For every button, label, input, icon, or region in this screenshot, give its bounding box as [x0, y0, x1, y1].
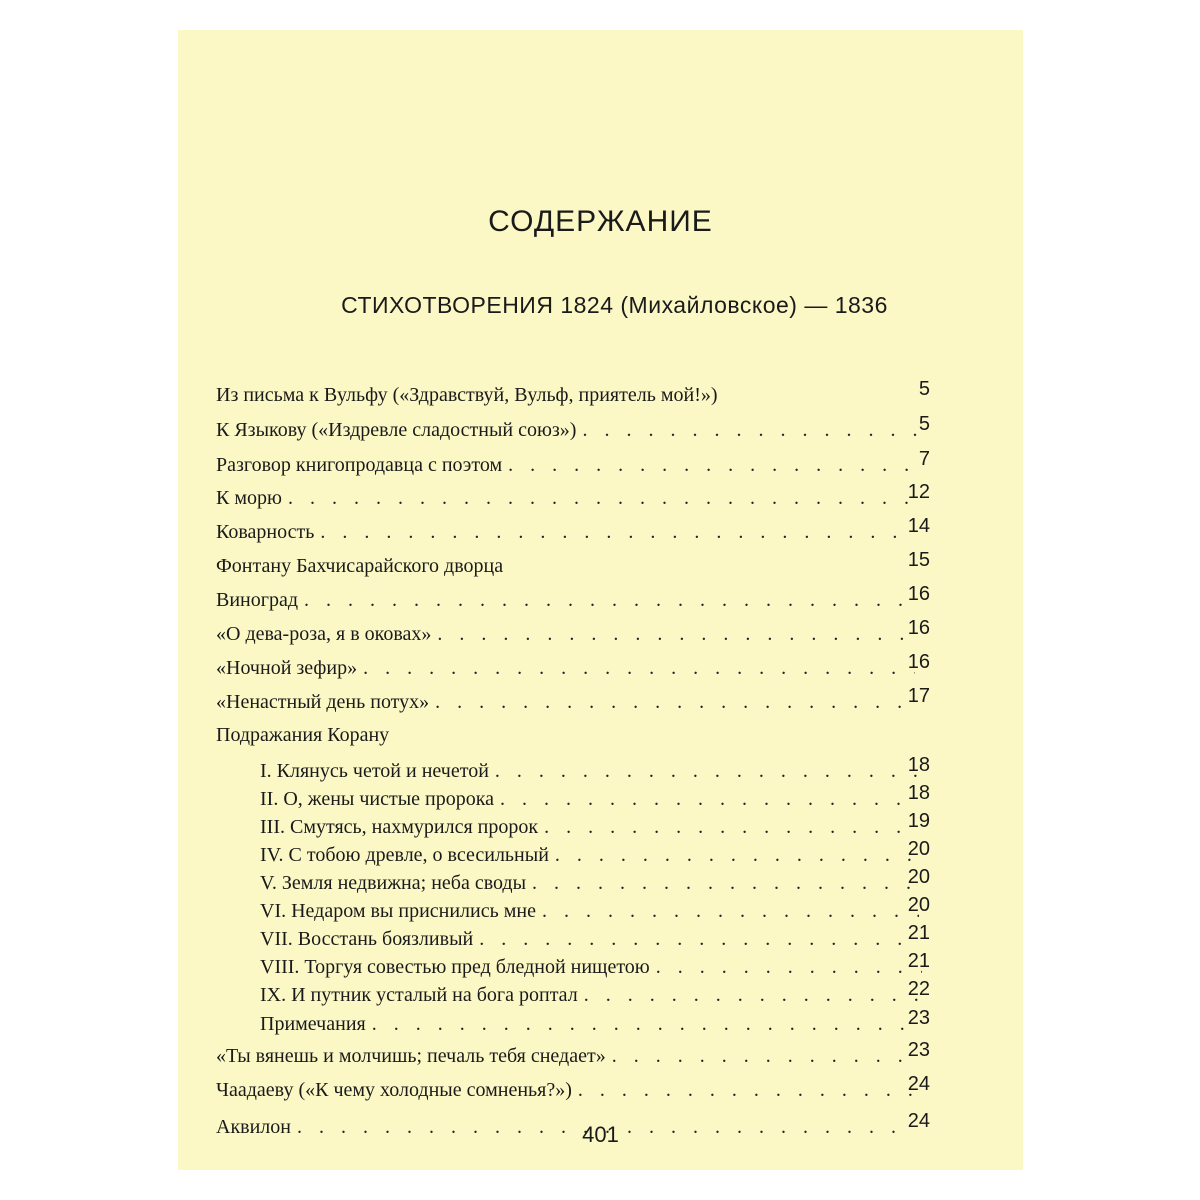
dot-leader	[495, 756, 918, 786]
book-page	[178, 30, 1023, 1170]
toc-subentry	[260, 896, 928, 926]
dot-leader	[363, 653, 915, 683]
toc-entry	[216, 687, 928, 717]
dot-leader	[582, 415, 920, 445]
toc-entry-page: 21	[907, 922, 930, 944]
dot-leader	[544, 812, 919, 842]
dot-leader	[532, 868, 919, 898]
toc-entry-title: Коварность	[216, 521, 315, 543]
toc-entry-page: 7	[918, 448, 930, 470]
toc-entry-page: 20	[907, 866, 930, 888]
toc-entry-page: 5	[918, 378, 930, 400]
dot-leader	[612, 1041, 921, 1071]
toc-entry-title: К морю	[216, 487, 282, 509]
dot-leader	[437, 619, 917, 649]
toc-subentry	[260, 924, 928, 954]
toc-entry	[216, 450, 928, 480]
toc-entry-title: VI. Недаром вы приснились мне	[260, 900, 536, 922]
toc-entry-page: 5	[918, 413, 930, 435]
toc-entry-page: 16	[907, 617, 930, 639]
toc-entry	[216, 380, 928, 410]
dot-leader	[500, 784, 918, 814]
toc-entry-title: Из письма к Вульфу («Здравствуй, Вульф, приятель мой!»)	[216, 384, 718, 406]
toc-entry-page: 15	[907, 549, 930, 571]
page-number: 401	[582, 1122, 619, 1147]
toc-subentry	[260, 812, 928, 842]
toc-subentry	[260, 980, 928, 1010]
dot-leader	[288, 483, 914, 513]
toc-entry-title: «Ненастный день потух»	[216, 691, 430, 713]
toc-entry-title: Примечания	[260, 1013, 366, 1035]
toc-entry-page: 21	[907, 950, 930, 972]
dot-leader	[578, 1075, 920, 1105]
toc-subentry	[260, 840, 928, 870]
toc-entry-title: Виноград	[216, 589, 299, 611]
toc-entry	[216, 653, 928, 683]
toc-entry	[216, 415, 928, 445]
toc-subentry	[260, 952, 928, 982]
toc-entry-title: Аквилон	[216, 1116, 291, 1138]
toc-entry-title: «О дева-роза, я в оковах»	[216, 623, 432, 645]
dot-leader	[584, 980, 921, 1010]
toc-subentry	[260, 756, 928, 786]
toc-entry-title: «Ночной зефир»	[216, 657, 358, 679]
toc-entry-title: II. О, жены чистые пророка	[260, 788, 495, 810]
toc-entry-title: I. Клянусь четой и нечетой	[260, 760, 489, 782]
toc-entry-page: 22	[907, 978, 930, 1000]
toc-entry	[216, 483, 928, 513]
toc-entry-title: III. Смутясь, нахмурился пророк	[260, 816, 539, 838]
dot-leader	[320, 517, 914, 547]
toc-entry	[216, 619, 928, 649]
dot-leader	[479, 924, 918, 954]
dot-leader	[542, 896, 919, 926]
toc-entry	[216, 517, 928, 547]
dot-leader	[372, 1009, 916, 1039]
toc-entry-title: VII. Восстань боязливый	[260, 928, 474, 950]
toc-entry	[216, 1075, 928, 1105]
toc-subentry	[260, 784, 928, 814]
toc-entry-title: Фонтану Бахчисарайского дворца	[216, 555, 504, 577]
table-of-contents	[178, 30, 1023, 1170]
dot-leader	[656, 952, 922, 982]
toc-group-heading: Подражания Корану	[216, 724, 390, 746]
dot-leader	[435, 687, 917, 717]
toc-entry	[216, 551, 928, 581]
toc-entry-page: 20	[907, 894, 930, 916]
dot-leader	[555, 840, 920, 870]
toc-entry-title: Разговор книгопродавца с поэтом	[216, 454, 503, 476]
toc-entry-page: 16	[907, 651, 930, 673]
toc-entry-title: «Ты вянешь и молчишь; печаль тебя снедает»	[216, 1045, 606, 1067]
dot-leader	[508, 450, 918, 480]
toc-entry-page: 24	[907, 1110, 930, 1132]
toc-subentry	[260, 1009, 928, 1039]
page-title: СОДЕРЖАНИЕ	[488, 205, 713, 238]
toc-entry-page: 17	[907, 685, 930, 707]
toc-entry-page: 23	[907, 1007, 930, 1029]
toc-entry-title: V. Земля недвижна; неба своды	[260, 872, 527, 894]
toc-entry-page: 14	[907, 515, 930, 537]
toc-entry-title: IV. С тобою древле, о всесильный	[260, 844, 549, 866]
toc-entry	[216, 585, 928, 615]
toc-entry-page: 16	[907, 583, 930, 605]
toc-entry-title: Чаадаеву («К чему холодные сомненья?»)	[216, 1079, 572, 1101]
toc-entry-page: 20	[907, 838, 930, 860]
section-title: СТИХОТВОРЕНИЯ 1824 (Михайловское) — 1836	[341, 292, 888, 318]
toc-entry-title: VIII. Торгуя совестью пред бледной нищетою	[260, 956, 650, 978]
toc-subentry	[260, 868, 928, 898]
toc-entry-page: 12	[907, 481, 930, 503]
toc-entry	[216, 1041, 928, 1071]
toc-entry-page: 18	[907, 782, 930, 804]
toc-entry-page: 18	[907, 754, 930, 776]
toc-entry-page: 19	[907, 810, 930, 832]
dot-leader	[304, 585, 914, 615]
toc-entry-page: 24	[907, 1073, 930, 1095]
toc-entry-page: 23	[907, 1039, 930, 1061]
toc-entry-title: IX. И путник усталый на бога роптал	[260, 984, 578, 1006]
toc-entry-title: К Языкову («Издревле сладостный союз»)	[216, 419, 577, 441]
